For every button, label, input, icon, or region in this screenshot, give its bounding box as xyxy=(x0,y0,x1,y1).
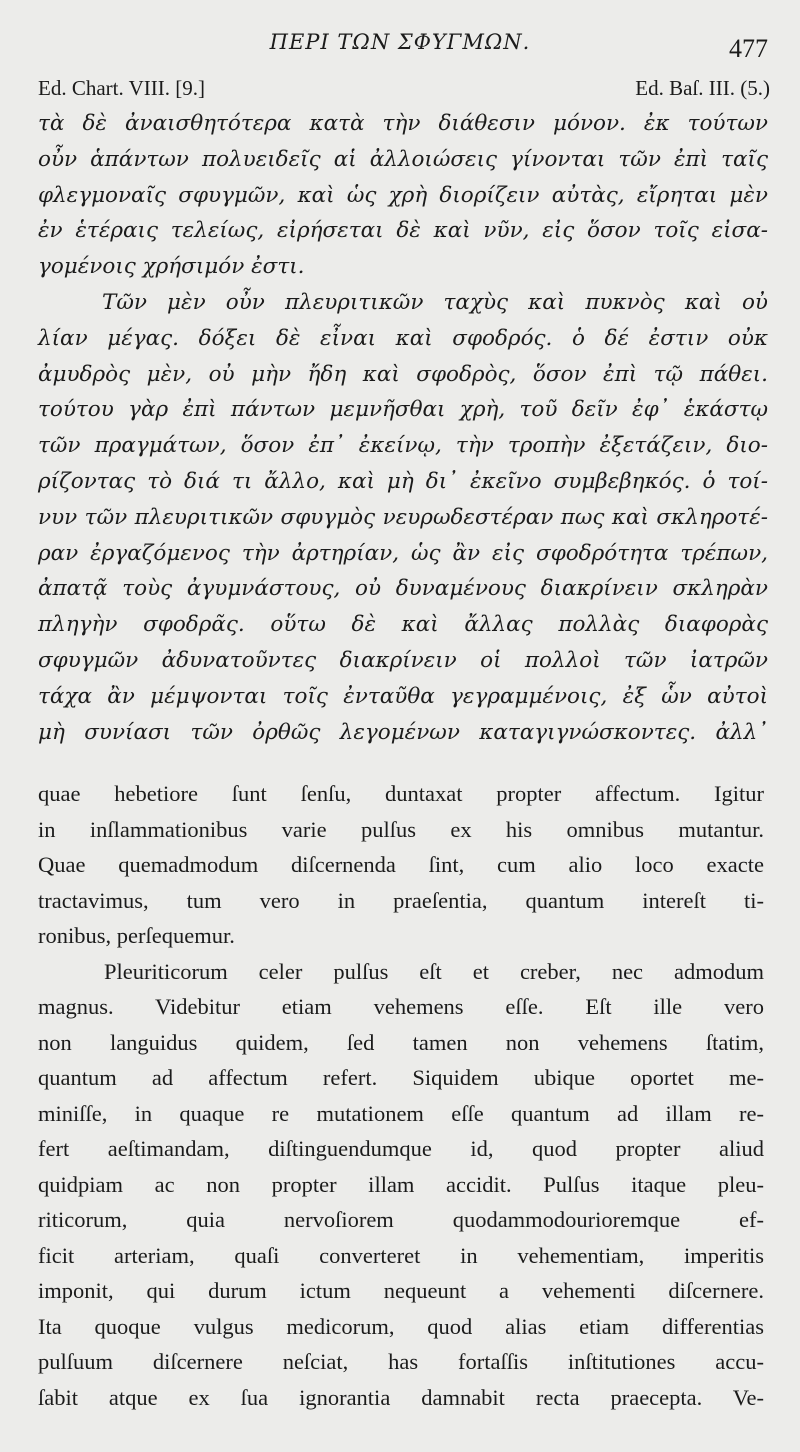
latin-line: quidpiam ac non propter illam accidit. Pulſus itaque pleu- xyxy=(38,1171,764,1197)
latin-line: ficit arteriam, quaſi converteret in vehementiam, imperitis xyxy=(38,1242,764,1268)
latin-line: magnus. Videbitur etiam vehemens eſſe. Eſt ille vero xyxy=(38,994,764,1019)
latin-line: ſabit atque ex ſua ignorantia damnabit recta praecepta. Ve- xyxy=(38,1384,764,1410)
latin-line: Quae quemadmodum diſcernenda ſint, cum alio loco exacte xyxy=(38,852,764,877)
page-number: 477 xyxy=(729,34,768,63)
latin-line: ronibus, perſequemur. xyxy=(38,923,235,948)
greek-line: ἀπατᾷ τοὺς ἀγυμνάστους, οὐ δυναμένους διακρίνειν σκληρὰν xyxy=(38,576,768,602)
greek-line: ρίζοντας τὸ διά τι ἄλλο, καὶ μὴ δι᾽ ἐκεῖνο συμβεβηκός. ὁ τοί- xyxy=(38,468,768,494)
edition-chart-reference: Ed. Chart. VIII. [9.] xyxy=(38,76,205,100)
latin-line: non languidus quidem, ſed tamen non vehemens ſtatim, xyxy=(38,1029,764,1055)
greek-line: πληγὴν σφοδρᾶς. οὕτω δὲ καὶ ἄλλας πολλὰς διαφορὰς xyxy=(38,612,768,638)
greek-line: τὰ δὲ ἀναισθητότερα κατὰ τὴν διάθεσιν μόνον. ἐκ τούτων xyxy=(38,111,768,136)
latin-line: riticorum, quia nervoſiorem quodammodourioremque ef- xyxy=(38,1207,764,1232)
latin-line: quantum ad affectum refert. Siquidem ubique oportet me- xyxy=(38,1065,764,1090)
edition-basel-reference: Ed. Baſ. III. (5.) xyxy=(635,76,770,100)
greek-line: τούτου γὰρ ἐπὶ πάντων μεμνῆσθαι χρὴ, τοῦ δεῖν ἐφ᾽ ἑκάστῳ xyxy=(38,397,768,423)
latin-line: pulſuum diſcernere neſciat, has fortaſſis inſtitutiones accu- xyxy=(38,1349,764,1374)
greek-line: οὖν ἁπάντων πολυειδεῖς αἱ ἀλλοιώσεις γίνονται τῶν ἐπὶ ταῖς xyxy=(38,146,768,172)
greek-line: ἀμυδρὸς μὲν, οὐ μὴν ἤδη καὶ σφοδρὸς, ὅσον ἐπὶ τῷ πάθει. xyxy=(38,361,768,387)
latin-line: Ita quoque vulgus medicorum, quod alias etiam differentias xyxy=(38,1313,764,1339)
latin-line: quae hebetiore ſunt ſenſu, duntaxat propter affectum. Igitur xyxy=(38,781,764,806)
latin-line: in inſlammationibus varie pulſus ex his omnibus mutantur. xyxy=(38,816,764,842)
running-title: ΠΕΡΙ ΤΩΝ ΣΦΥΓΜΩΝ. xyxy=(269,30,531,54)
greek-line: Τῶν μὲν οὖν πλευριτικῶν ταχὺς καὶ πυκνὸς καὶ οὐ xyxy=(102,289,768,315)
greek-line: νυν τῶν πλευριτικῶν σφυγμὸς νευρωδεστέραν πως καὶ σκληροτέ- xyxy=(38,504,768,530)
greek-line: ἐν ἑτέραις τελείως, εἰρήσεται δὲ καὶ νῦν, εἰς ὅσον τοῖς εἰσα- xyxy=(38,218,768,244)
greek-line: γομένοις χρήσιμόν ἐστι. xyxy=(38,254,305,280)
latin-line: miniſſe, in quaque re mutationem eſſe quantum ad illam re- xyxy=(38,1100,764,1126)
latin-line: Pleuriticorum celer pulſus eſt et creber, nec admodum xyxy=(104,958,764,984)
latin-line: fert aeſtimandam, diſtinguendumque id, quod propter aliud xyxy=(38,1136,764,1161)
greek-line: μὴ συνίασι τῶν ὀρθῶς λεγομένων καταγιγνώσκοντες. ἀλλ᾽ xyxy=(38,719,768,745)
latin-line: imponit, qui durum ictum nequeunt a vehementi diſcernere. xyxy=(38,1278,764,1303)
greek-text-block xyxy=(38,106,768,750)
latin-text-block xyxy=(38,776,764,1415)
greek-line: ραν ἐργαζόμενος τὴν ἀρτηρίαν, ὡς ἂν εἰς σφοδρότητα τρέπων, xyxy=(38,540,768,566)
edition-reference-row xyxy=(38,76,770,104)
greek-line: τῶν πραγμάτων, ὅσον ἐπ᾽ ἐκείνῳ, τὴν τροπὴν ἐξετάζειν, διο- xyxy=(38,433,768,459)
greek-line: σφυγμῶν ἀδυνατοῦντες διακρίνειν οἱ πολλοὶ τῶν ἰατρῶν xyxy=(38,647,768,673)
greek-line: τάχα ἂν μέμψονται τοῖς ἐνταῦθα γεγραμμένοις, ἐξ ὧν αὐτοὶ xyxy=(38,683,768,709)
latin-line: tractavimus, tum vero in praeſentia, quantum intereſt ti- xyxy=(38,887,764,913)
greek-line: λίαν μέγας. δόξει δὲ εἶναι καὶ σφοδρός. ὁ δέ ἐστιν οὐκ xyxy=(38,325,768,351)
greek-line: φλεγμοναῖς σφυγμῶν, καὶ ὡς χρὴ διορίζειν αὐτὰς, εἴρηται μὲν xyxy=(38,182,768,208)
